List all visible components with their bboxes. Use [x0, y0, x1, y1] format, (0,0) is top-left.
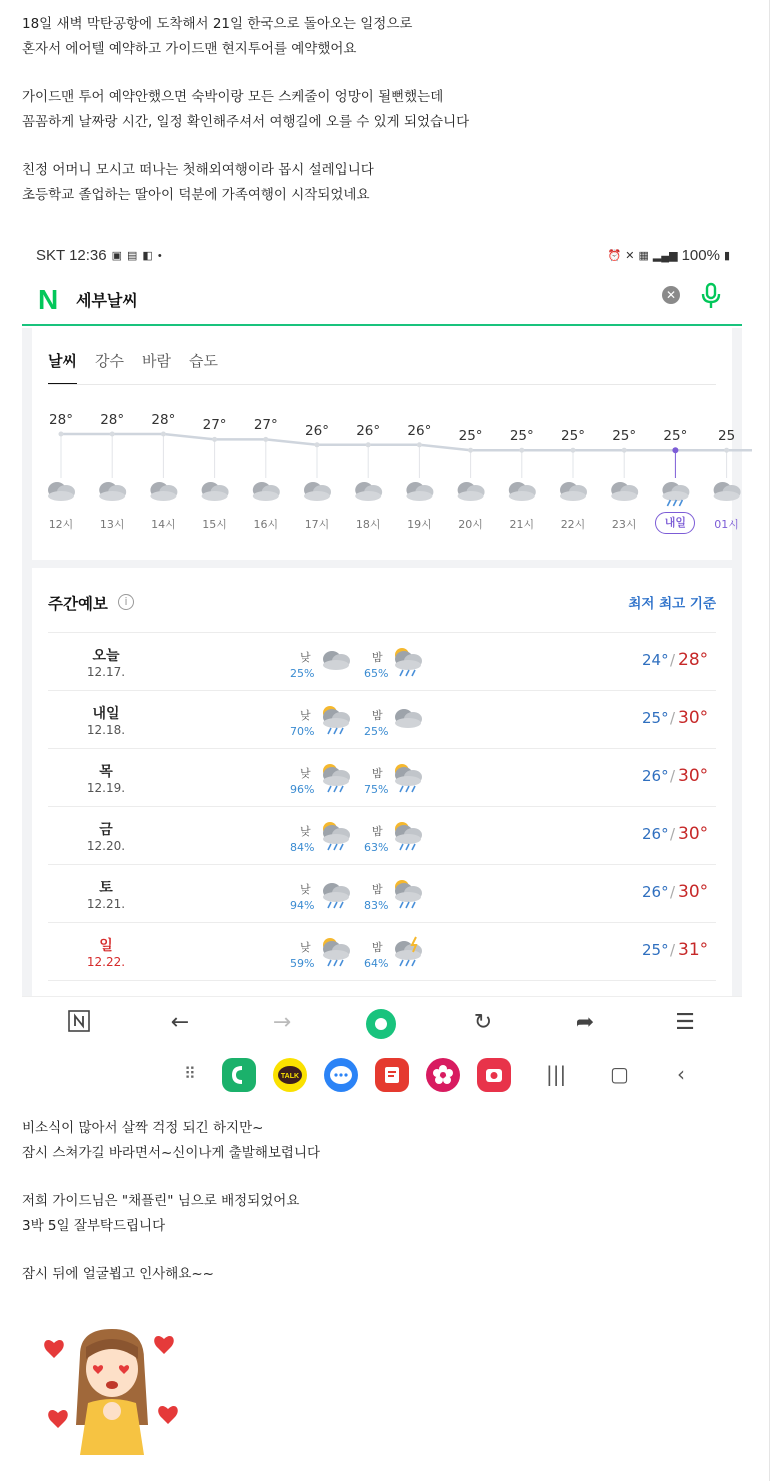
card-icon: ▤	[127, 250, 138, 262]
temp-high: 31°	[678, 940, 709, 960]
hourly-temp: 26°	[356, 422, 381, 439]
hourly-temp: 27°	[253, 417, 278, 434]
hourly-point	[315, 442, 320, 447]
svg-text:TALK: TALK	[280, 1073, 300, 1080]
temp-separator: /	[670, 651, 676, 669]
post-line: 혼자서 에어텔 예약하고 가이드맨 현지투어를 예약했어요	[22, 40, 357, 57]
hourly-time: 18시	[355, 518, 381, 531]
hourly-temp: 25°	[663, 428, 688, 445]
green-dot-icon[interactable]	[366, 1009, 396, 1039]
day-label: 낮	[300, 825, 311, 838]
cloud-icon	[99, 482, 126, 501]
tab-precipitation[interactable]: 강수	[94, 352, 124, 370]
back-icon[interactable]: ←	[170, 1010, 190, 1035]
battery-icon: ▮	[723, 250, 730, 262]
tab-weather[interactable]: 날씨	[48, 350, 77, 385]
temp-low: 26°	[642, 825, 669, 843]
sun-rain-icon	[320, 935, 354, 969]
gallery-icon: ▣	[111, 250, 123, 262]
cloud-icon	[611, 482, 638, 501]
temp-low: 24°	[642, 651, 669, 669]
day-date: 12.20.	[86, 839, 126, 853]
cloud-icon	[253, 482, 280, 501]
day-date: 12.21.	[86, 897, 126, 911]
mic-icon[interactable]	[700, 282, 722, 310]
day-date: 12.22.	[86, 955, 126, 969]
page-divider	[769, 0, 770, 1481]
day-name: 오늘	[92, 648, 120, 664]
app-dock	[22, 1050, 742, 1106]
tab-wind[interactable]: 바람	[141, 352, 171, 370]
recent-apps-icon[interactable]: |||	[546, 1062, 567, 1086]
browser-toolbar	[22, 996, 742, 1050]
hourly-time: 13시	[99, 518, 125, 531]
day-name: 토	[99, 880, 113, 896]
cloudy-icon	[320, 645, 354, 679]
share-icon[interactable]: ➦	[575, 1010, 595, 1035]
sun-rain-icon	[392, 645, 426, 679]
temp-high: 30°	[678, 824, 709, 844]
day-rain-chance: 84%	[290, 841, 315, 854]
signal-icon: ▂▄▆	[652, 250, 678, 262]
refresh-icon[interactable]: ↻	[473, 1010, 493, 1035]
carrier-time: SKT 12:36	[36, 247, 107, 264]
temp-high: 30°	[678, 882, 709, 902]
weekly-day-row[interactable]	[48, 864, 716, 922]
hourly-point	[59, 432, 64, 437]
day-label: 낮	[300, 709, 311, 722]
night-label: 밤	[372, 767, 383, 780]
weather-tabs	[48, 350, 218, 385]
cloud-icon	[714, 482, 741, 501]
day-date: 12.17.	[86, 665, 126, 679]
hourly-point	[571, 448, 576, 453]
rain-icon	[320, 877, 354, 911]
phone-app-icon[interactable]	[222, 1058, 256, 1092]
messages-icon[interactable]	[324, 1058, 358, 1092]
hourly-point	[672, 447, 678, 453]
forward-icon[interactable]: →	[272, 1010, 292, 1035]
post-line: 초등학교 졸업하는 딸아이 덕분에 가족여행이 시작되었네요	[22, 186, 370, 203]
weekly-day-row[interactable]	[48, 748, 716, 806]
hourly-temp: 26°	[407, 422, 432, 439]
hourly-time: 22시	[560, 518, 586, 531]
hourly-time: 17시	[304, 518, 330, 531]
camera-app-icon[interactable]	[477, 1058, 511, 1092]
post-line: 18일 새벽 막탄공항에 도착해서 21일 한국으로 돌아오는 일정으로	[22, 16, 413, 32]
post-line: 비소식이 많아서 살짝 걱정 되긴 하지만~	[22, 1120, 264, 1136]
night-rain-chance: 25%	[364, 725, 389, 738]
sort-basis-link[interactable]: 최저 최고 기준	[628, 596, 716, 612]
day-label: 낮	[300, 767, 311, 780]
app-grid-icon[interactable]: ⠿	[184, 1064, 196, 1083]
hourly-time: 14시	[151, 518, 176, 531]
hourly-time: 15시	[202, 518, 227, 531]
hourly-point	[110, 432, 115, 437]
sun-rain-icon	[320, 819, 354, 853]
post-line: 저희 가이드님은 "채플린" 님으로 배정되었어요	[22, 1193, 300, 1209]
thunder-rain-icon	[392, 935, 426, 969]
hourly-time: 16시	[253, 518, 279, 531]
hourly-temp: 25°	[612, 428, 637, 445]
day-rain-chance: 96%	[290, 783, 315, 796]
cloud-icon	[355, 482, 382, 501]
hourly-forecast[interactable]	[32, 406, 752, 556]
post-paragraph-1	[22, 12, 412, 61]
hourly-time: 19시	[407, 518, 432, 531]
post-line: 꼼꼼하게 날짜랑 시간, 일정 확인해주셔서 여행길에 오를 수 있게 되었습니다	[22, 113, 470, 130]
cloud-icon	[304, 482, 331, 501]
hourly-point	[468, 448, 473, 453]
cloud-icon	[509, 482, 536, 501]
day-label: 낮	[300, 651, 311, 664]
network-icon: ▦	[638, 250, 649, 262]
hourly-point	[366, 442, 371, 447]
hourly-temp: 28°	[49, 412, 73, 428]
day-rain-chance: 59%	[290, 957, 315, 970]
night-label: 밤	[372, 941, 383, 954]
menu-icon[interactable]: ☰	[675, 1010, 695, 1035]
battery-text: 100%	[681, 247, 720, 264]
cloudy-icon	[392, 703, 426, 737]
cloud-icon	[406, 482, 433, 501]
cloud-icon	[150, 482, 177, 501]
rain-cloud-icon	[662, 482, 689, 506]
hourly-point	[417, 442, 422, 447]
temp-separator: /	[670, 767, 676, 785]
night-rain-chance: 75%	[364, 783, 389, 796]
night-rain-chance: 64%	[364, 957, 389, 970]
weekly-day-row[interactable]	[48, 922, 716, 980]
day-name: 일	[99, 938, 113, 954]
weekly-day-row[interactable]	[48, 806, 716, 864]
search-input[interactable]: 세부날씨	[76, 291, 138, 310]
tabs-divider	[48, 384, 716, 385]
hourly-temp: 28°	[100, 412, 125, 428]
temp-low: 26°	[642, 767, 669, 785]
hourly-point	[622, 448, 627, 453]
night-label: 밤	[372, 883, 383, 896]
hourly-time: 23시	[611, 518, 637, 531]
hourly-temp: 25°	[458, 428, 483, 445]
girl-hearts-sticker	[40, 1325, 185, 1455]
temp-low: 26°	[642, 883, 669, 901]
system-back-icon[interactable]: ‹	[677, 1062, 685, 1086]
hourly-temp: 25°	[561, 428, 585, 445]
hourly-time: 21시	[509, 518, 535, 531]
alarm-icon: ⏰	[607, 250, 622, 262]
tab-humidity[interactable]: 습도	[188, 352, 218, 370]
hourly-time: 내일	[655, 512, 695, 534]
hourly-temp: 25°	[509, 428, 534, 445]
hourly-temp: 26°	[305, 422, 329, 439]
search-bar	[22, 276, 742, 326]
info-icon[interactable]: i	[118, 594, 134, 610]
day-date: 12.18.	[86, 723, 126, 737]
status-bar	[22, 236, 742, 276]
hourly-time: 01시	[714, 518, 739, 531]
hourly-temp: 28°	[151, 412, 176, 428]
weekly-bottom-divider	[48, 980, 716, 981]
post-line: 잠시 뒤에 얼굴뵙고 인사해요~~	[22, 1266, 214, 1282]
post-line: 친정 어머니 모시고 떠나는 첫해외여행이라 몹시 설레입니다	[22, 162, 374, 178]
post-paragraph-5	[22, 1189, 299, 1238]
post-line: 가이드맨 투어 예약안했으면 숙박이랑 모든 스케줄이 엉망이 될뻔했는데	[22, 89, 444, 105]
cloud-icon	[202, 482, 229, 501]
hourly-time: 20시	[458, 518, 483, 531]
night-label: 밤	[372, 651, 383, 664]
day-label: 낮	[300, 883, 311, 896]
hourly-temp: 27°	[202, 417, 227, 434]
night-rain-chance: 83%	[364, 899, 389, 912]
hourly-point	[519, 448, 524, 453]
day-rain-chance: 94%	[290, 899, 315, 912]
temp-separator: /	[670, 709, 676, 727]
hourly-point	[724, 448, 729, 453]
temp-separator: /	[670, 941, 676, 959]
hourly-temp: 25	[718, 428, 736, 445]
clear-icon[interactable]: ✕	[662, 286, 680, 304]
cloud-icon	[560, 482, 587, 501]
temp-low: 25°	[642, 709, 669, 727]
sun-rain-icon	[320, 703, 354, 737]
phone-screenshot	[22, 236, 742, 1106]
night-label: 밤	[372, 709, 383, 722]
temp-high: 30°	[678, 708, 709, 728]
wallet-icon: ◧	[142, 250, 153, 262]
day-name: 목	[99, 764, 113, 780]
sun-rain-icon	[320, 761, 354, 795]
night-rain-chance: 65%	[364, 667, 389, 680]
day-date: 12.19.	[86, 781, 126, 795]
notes-app-icon[interactable]	[375, 1058, 409, 1092]
temp-separator: /	[670, 883, 676, 901]
hourly-point	[263, 437, 268, 442]
home-button-icon[interactable]: ▢	[610, 1062, 629, 1086]
temp-separator: /	[670, 825, 676, 843]
weekly-title: 주간예보	[48, 595, 108, 613]
post-line: 잠시 스쳐가길 바라면서~신이나게 출발해보렵니다	[22, 1144, 321, 1161]
naver-logo[interactable]: N	[38, 284, 59, 315]
sun-rain-icon	[392, 877, 426, 911]
temp-high: 28°	[678, 650, 709, 670]
sun-rain-icon	[392, 761, 426, 795]
post-line: 3박 5일 잘부탁드립니다	[22, 1217, 166, 1234]
day-name: 내일	[92, 706, 120, 722]
day-rain-chance: 25%	[290, 667, 315, 680]
more-dot-icon: •	[157, 249, 162, 262]
hourly-time: 12시	[48, 518, 74, 531]
flower-app-icon[interactable]	[426, 1058, 460, 1092]
naver-home-icon[interactable]	[64, 1009, 94, 1039]
mute-icon: ✕	[625, 250, 635, 262]
weekly-day-row[interactable]	[48, 690, 716, 748]
day-name: 금	[99, 822, 113, 838]
weekly-forecast-card	[32, 568, 732, 998]
post-paragraph-6	[22, 1262, 214, 1287]
night-rain-chance: 63%	[364, 841, 389, 854]
cloud-icon	[48, 482, 75, 501]
hourly-weather-card	[32, 328, 739, 560]
post-paragraph-3	[22, 158, 374, 207]
day-label: 낮	[300, 941, 311, 954]
cloud-icon	[458, 482, 485, 501]
hourly-point	[161, 432, 166, 437]
temp-low: 25°	[642, 941, 669, 959]
hourly-point	[212, 437, 217, 442]
weekly-day-row[interactable]	[48, 632, 716, 690]
day-rain-chance: 70%	[290, 725, 315, 738]
post-paragraph-2	[22, 85, 469, 134]
night-label: 밤	[372, 825, 383, 838]
temp-high: 30°	[678, 766, 709, 786]
sun-rain-icon	[392, 819, 426, 853]
kakaotalk-icon[interactable]	[273, 1058, 307, 1092]
post-paragraph-4	[22, 1116, 320, 1165]
